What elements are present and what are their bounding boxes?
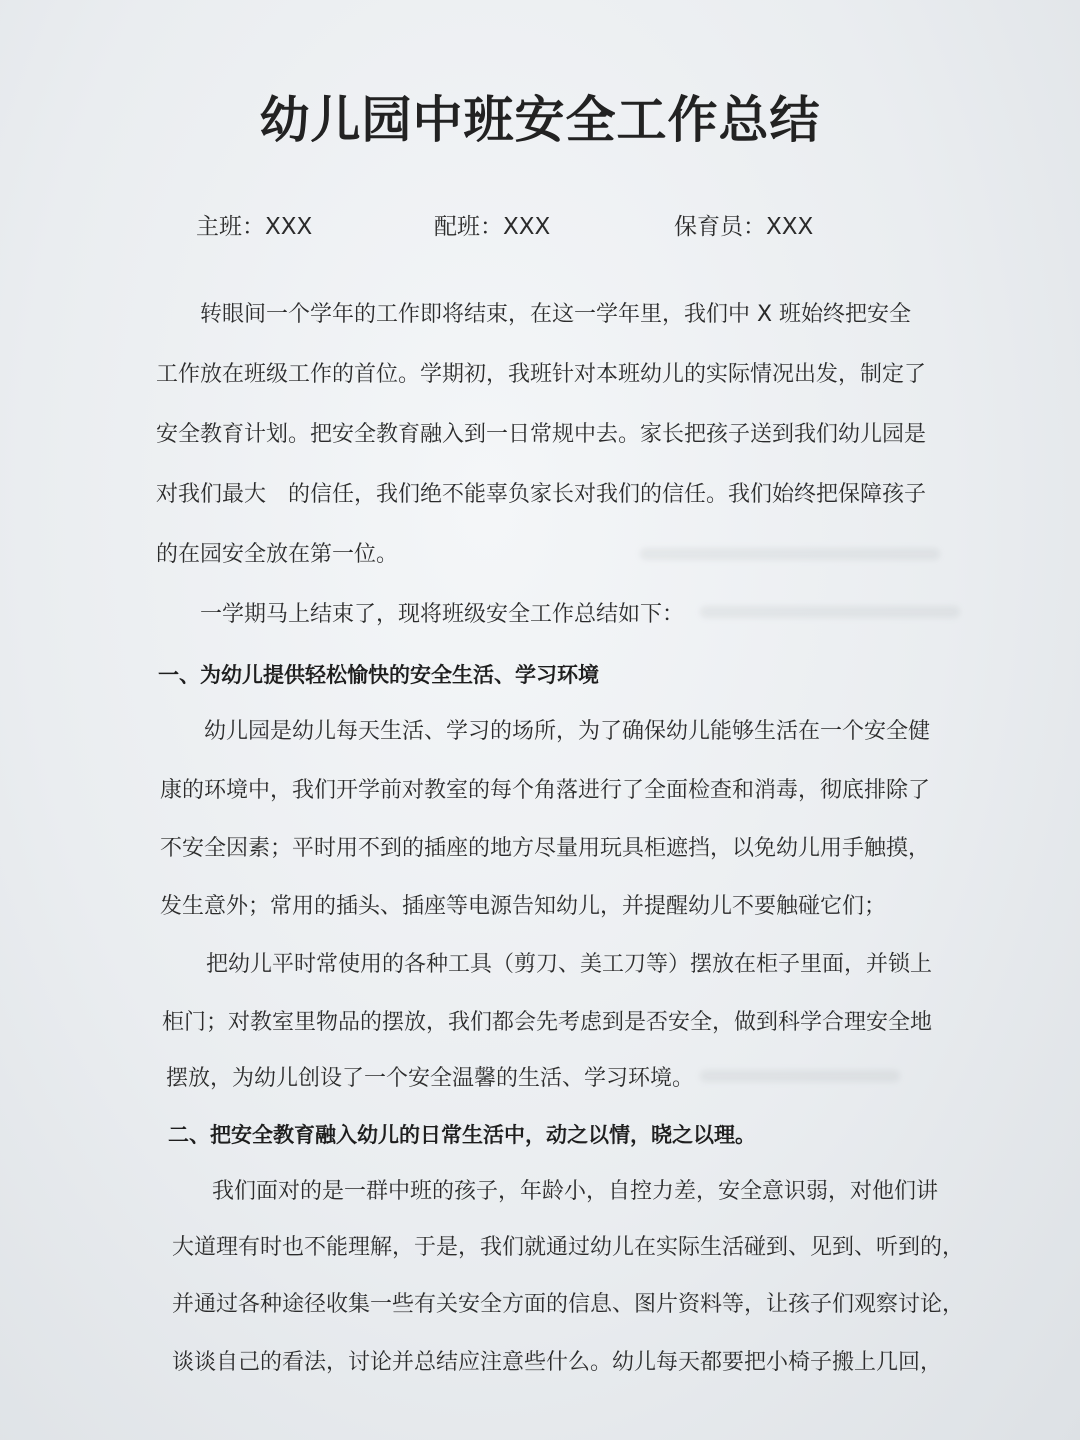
- assistant-teacher: 配班：XXX: [434, 214, 551, 240]
- section1-line: 康的环境中，我们开学前对教室的每个角落进行了全面检查和消毒，彻底排除了: [160, 778, 931, 803]
- section1-line: 把幼儿平时常使用的各种工具（剪刀、美工刀等）摆放在柜子里面，并锁上: [206, 952, 933, 977]
- intro-line: 工作放在班级工作的首位。学期初，我班针对本班幼儿的实际情况出发，制定了: [156, 362, 927, 387]
- section1-line: 摆放，为幼儿创设了一个安全温馨的生活、学习环境。: [166, 1066, 695, 1091]
- section2-line: 我们面对的是一群中班的孩子，年龄小，自控力差，安全意识弱，对他们讲: [212, 1179, 939, 1204]
- intro-line: 转眼间一个学年的工作即将结束，在这一学年里，我们中 X 班始终把安全: [200, 302, 912, 327]
- intro-line: 安全教育计划。把安全教育融入到一日常规中去。家长把孩子送到我们幼儿园是: [156, 422, 927, 447]
- show-through-mark: [700, 606, 960, 618]
- section2-line: 谈谈自己的看法，讨论并总结应注意些什么。幼儿每天都要把小椅子搬上几回，: [172, 1350, 943, 1375]
- head-teacher: 主班：XXX: [196, 214, 313, 240]
- section1-line: 幼儿园是幼儿每天生活、学习的场所，为了确保幼儿能够生活在一个安全健: [204, 719, 931, 744]
- section1-line: 柜门；对教室里物品的摆放，我们都会先考虑到是否安全，做到科学合理安全地: [162, 1010, 933, 1035]
- section1-line: 不安全因素；平时用不到的插座的地方尽量用玩具柜遮挡，以免幼儿用手触摸，: [160, 836, 931, 861]
- section2-line: 并通过各种途径收集一些有关安全方面的信息、图片资料等，让孩子们观察讨论，: [172, 1292, 965, 1317]
- section2-line: 大道理有时也不能理解，于是，我们就通过幼儿在实际生活碰到、见到、听到的，: [172, 1235, 965, 1260]
- caregiver: 保育员：XXX: [674, 214, 814, 240]
- intro-line: 对我们最大 的信任，我们绝不能辜负家长对我们的信任。我们始终把保障孩子: [156, 482, 927, 507]
- document-title: 幼儿园中班安全工作总结: [259, 91, 821, 149]
- section2-heading: 二、把安全教育融入幼儿的日常生活中，动之以情，晓之以理。: [168, 1123, 756, 1147]
- intro-line: 的在园安全放在第一位。: [156, 542, 399, 567]
- summary-lead: 一学期马上结束了，现将班级安全工作总结如下：: [200, 602, 685, 627]
- section1-heading: 一、为幼儿提供轻松愉快的安全生活、学习环境: [158, 663, 599, 687]
- section1-line: 发生意外；常用的插头、插座等电源告知幼儿，并提醒幼儿不要触碰它们；: [160, 894, 887, 919]
- show-through-mark: [700, 1070, 900, 1082]
- show-through-mark: [640, 548, 940, 560]
